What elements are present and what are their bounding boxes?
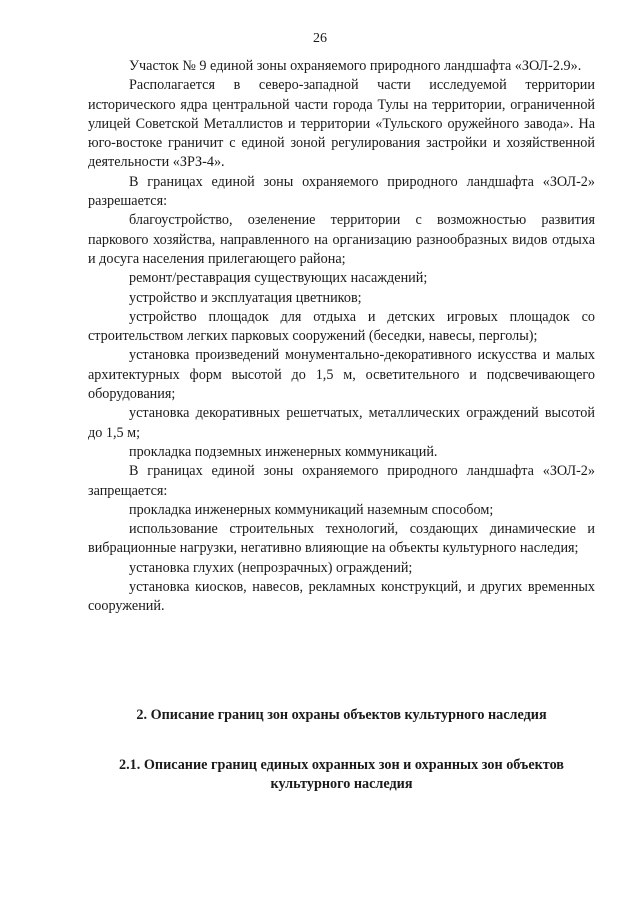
list-item-prohibited: установка глухих (непрозрачных) ограждений; bbox=[129, 559, 413, 576]
list-item-permitted: прокладка подземных инженерных коммуникаций. bbox=[129, 443, 438, 460]
list-item-permitted: устройство площадок для отдыха и детских игровых площадок со строительством легких парковых сооружений (беседки, навесы, перголы); bbox=[88, 308, 595, 345]
paragraph-plot-title: Участок № 9 единой зоны охраняемого природного ландшафта «ЗОЛ-2.9». bbox=[129, 58, 582, 74]
subsection-heading: 2.1. Описание границ единых охранных зон и охранных зон объектов культурного наследия bbox=[119, 757, 564, 792]
paragraph-prohibited-intro: В границах единой зоны охраняемого природного ландшафта «ЗОЛ-2» запрещается: bbox=[88, 463, 595, 499]
list-item-permitted: установка произведений монументально-декоративного искусства и малых архитектурных форм высотой до 1,5 м, осветительного и подсвечивающего оборудования; bbox=[88, 347, 595, 403]
list-item-permitted: установка декоративных решетчатых, металлических ограждений высотой до 1,5 м; bbox=[88, 405, 595, 441]
list-item-prohibited: прокладка инженерных коммуникаций наземным способом; bbox=[129, 501, 494, 518]
list-item-prohibited: использование строительных технологий, создающих динамические и вибрационные нагрузки, негативно влияющие на объекты культурного наследия; bbox=[88, 521, 595, 557]
list-item-permitted: ремонт/реставрация существующих насаждений; bbox=[129, 270, 428, 287]
paragraph-location: Располагается в северо-западной части исследуемой территории исторического ядра центральной части города Тулы на территории, ограниченной улицей Советской Металлистов и территории «Тульского оружейного завода». На юго-востоке граничит с единой зоной регулирования застройки и хозяйственной деятельности «ЗРЗ-4». bbox=[88, 77, 595, 171]
page-number: 26 bbox=[313, 31, 327, 46]
paragraph-permitted-intro: В границах единой зоны охраняемого природного ландшафта «ЗОЛ-2» разрешается: bbox=[88, 173, 595, 210]
list-item-permitted: устройство и эксплуатация цветников; bbox=[129, 289, 362, 306]
document-body bbox=[88, 57, 595, 617]
section-heading: 2. Описание границ зон охраны объектов культурного наследия bbox=[136, 707, 547, 723]
list-item-permitted: благоустройство, озеленение территории с возможностью развития паркового хозяйства, направленного на организацию разнообразных видов отдыха и досуга населения прилегающего района; bbox=[88, 212, 595, 267]
list-item-prohibited: установка киосков, навесов, рекламных конструкций, и других временных сооружений. bbox=[88, 579, 595, 615]
